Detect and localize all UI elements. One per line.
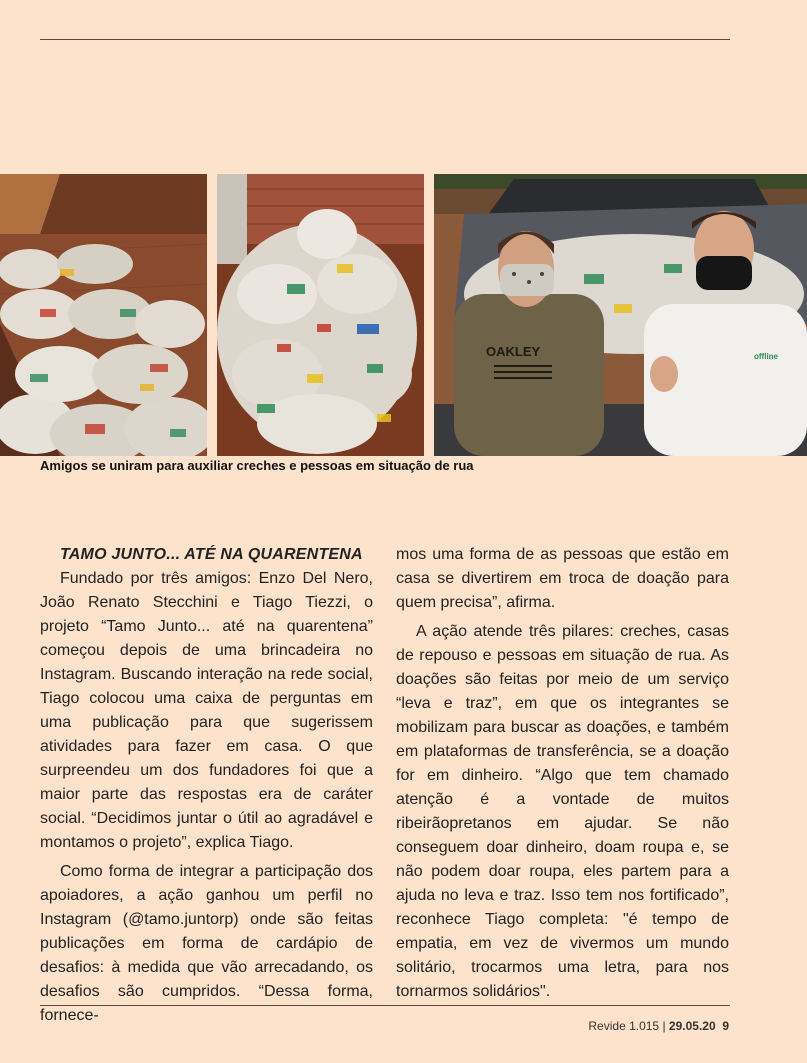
bottom-rule [40, 1005, 730, 1006]
magazine-issue: Revide 1.015 [588, 1019, 660, 1033]
article-column-right [396, 543, 729, 1009]
page-footer [588, 1019, 729, 1033]
article-heading: TAMO JUNTO... ATÉ NA QUARENTENA [60, 546, 363, 563]
photo-bags-floor [0, 174, 207, 456]
issue-date: 29.05.20 [668, 1019, 716, 1033]
article-column-left [40, 543, 373, 1033]
article-paragraph: Como forma de integrar a participação dos apoiadores, a ação ganhou um perfil no Instagram (@tamo.juntorp) onde são feitas publicações em forma de cardápio de desafios: à medida que vão arrecadando, os desafios são cumpridos. “Dessa forma, fornece- [40, 863, 373, 1024]
friends-truck-illustration [434, 174, 807, 456]
article-paragraph-continuation: mos uma forma de as pessoas que estão em casa se divertirem em troca de doação para quem precisa”, afirma. [396, 546, 729, 611]
photo-bags-pile [217, 174, 424, 456]
article-paragraph: A ação atende três pilares: creches, casas de repouso e pessoas em situação de rua. As doações são feitas por meio de um serviço “leva e traz”, em que os integrantes se mobilizam para buscar as doações, e também em plataformas de transferência, se a doação for em dinheiro. “Algo que tem chamado atenção é a vontade de muitos ribeirãopretanos em ajudar. Se não conseguem doar dinheiro, doam roupa e, se não podem doar roupa, eles partem para a ajuda no leva e traz. Isso tem nos fortificado”, reconhece Tiago completa: "é tempo de empatia, em vez de vivermos um mundo solitário, trocarmos uma letra, para nos tornarmos solidários". [396, 623, 729, 1000]
shirt-logo-text: offline [754, 352, 778, 361]
shirt-brand-text: OAKLEY [486, 344, 541, 359]
page-number: 9 [722, 1019, 729, 1033]
photo-two-friends [434, 174, 807, 456]
footer-separator: | [662, 1019, 666, 1033]
top-rule [40, 39, 730, 40]
bags-pile-illustration [217, 174, 424, 456]
photo-caption: Amigos se uniram para auxiliar creches e pessoas em situação de rua [40, 458, 474, 473]
bags-floor-illustration [0, 174, 207, 456]
article-paragraph: Fundado por três amigos: Enzo Del Nero, João Renato Stecchini e Tiago Tiezzi, o projeto “Tamo Junto... até na quarentena” começou depois de uma brincadeira no Instagram. Buscando interação na rede social, Tiago colocou uma caixa de perguntas em uma publicação para que sugerissem atividades para fazer em casa. O que surpreendeu um dos fundadores foi que a maior parte das respostas era de caráter social. “Decidimos juntar o útil ao agradável e montamos o projeto”, explica Tiago. [40, 570, 373, 851]
